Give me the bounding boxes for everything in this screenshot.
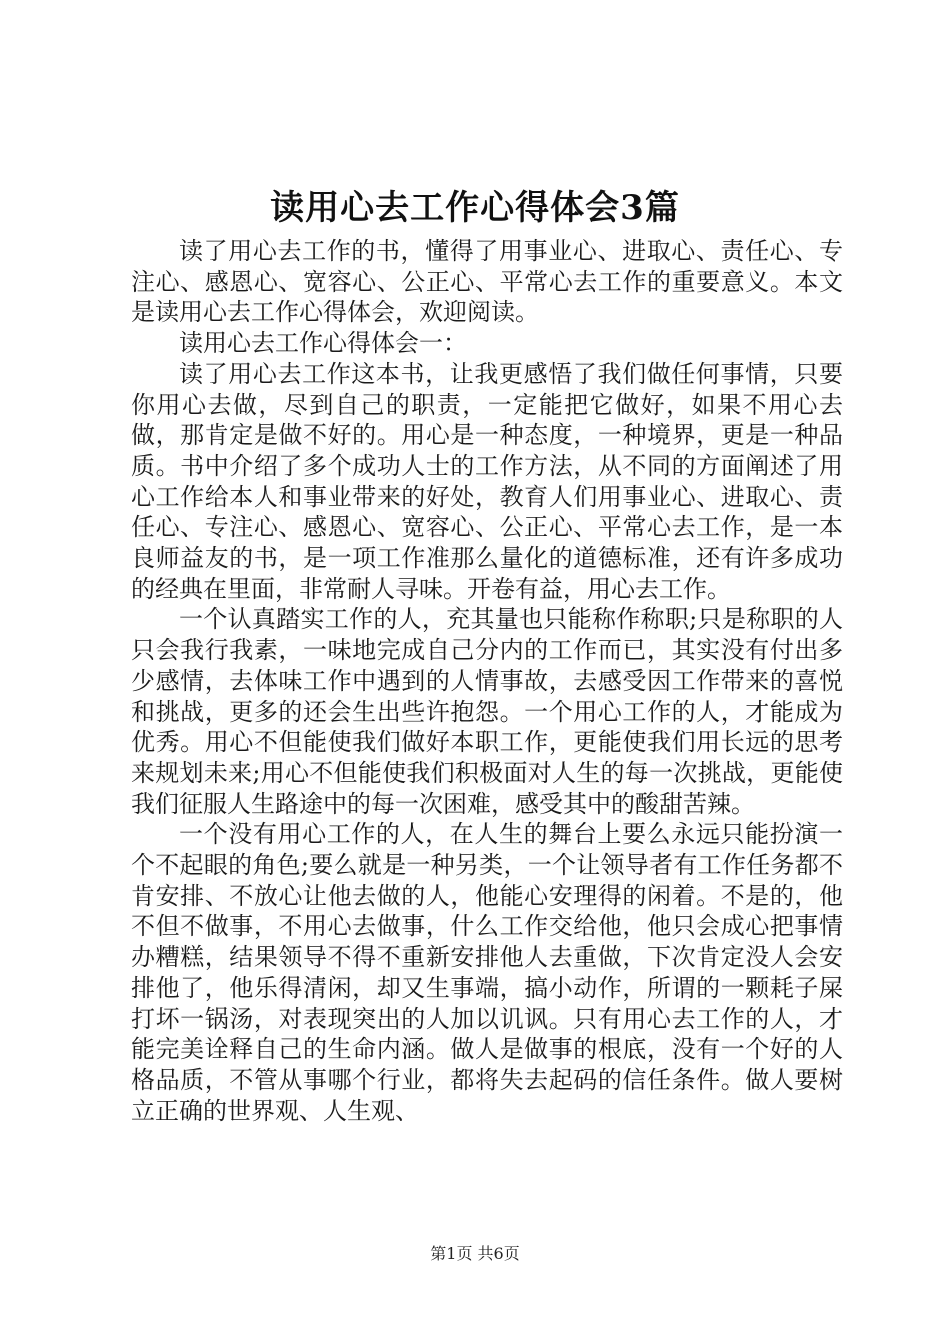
paragraph: 一个没有用心工作的人，在人生的舞台上要么永远只能扮演一个不起眼的角色;要么就是一种另类，一个让领导者有工作任务都不肯安排、不放心让他去做的人，他能心安理得的闲着。不是的，他不但不做事，不用心去做事，什么工作交给他，他只会成心把事情办糟糕，结果领导不得不重新安排他人去重做，下次肯定没人会安排他了，他乐得清闲，却又生事端，搞小动作，所谓的一颗耗子屎打坏一锅汤，对表现突出的人加以讥讽。只有用心去工作的人，才能完美诠释自己的生命内涵。做人是做事的根底，没有一个好的人格品质，不管从事哪个行业，都将失去起码的信任条件。做人要树立正确的世界观、人生观、	[131, 820, 843, 1125]
page-footer: 第1页 共6页	[430, 1244, 520, 1263]
paragraph-heading-one: 读用心去工作心得体会一：	[179, 329, 467, 358]
paragraph: 一个认真踏实工作的人，充其量也只能称作称职;只是称职的人只会我行我素，一味地完成自己分内的工作而已，其实没有付出多少感情，去体味工作中遇到的人情事故，去感受因工作带来的喜悦和挑战，更多的还会生出些许抱怨。一个用心工作的人，才能成为优秀。用心不但能使我们做好本职工作，更能使我们用长远的思考来规划未来;用心不但能使我们积极面对人生的每一次挑战，更能使我们征服人生路途中的每一次困难，感受其中的酸甜苦辣。	[131, 605, 843, 818]
paragraph-intro: 读了用心去工作的书，懂得了用事业心、进取心、责任心、专注心、感恩心、宽容心、公正心、平常心去工作的重要意义。本文是读用心去工作心得体会，欢迎阅读。	[131, 237, 843, 327]
paragraph: 读了用心去工作这本书，让我更感悟了我们做任何事情，只要你用心去做，尽到自己的职责，一定能把它做好，如果不用心去做，那肯定是做不好的。用心是一种态度，一种境界，更是一种品质。书中介绍了多个成功人士的工作方法，从不同的方面阐述了用心工作给本人和事业带来的好处，教育人们用事业心、进取心、责任心、专注心、感恩心、宽容心、公正心、平常心去工作，是一本良师益友的书，是一项工作准那么量化的道德标准，还有许多成功的经典在里面，非常耐人寻味。开卷有益，用心去工作。	[131, 359, 843, 603]
document-title: 读用心去工作心得体会3篇	[270, 188, 680, 228]
document-body	[131, 236, 843, 1126]
